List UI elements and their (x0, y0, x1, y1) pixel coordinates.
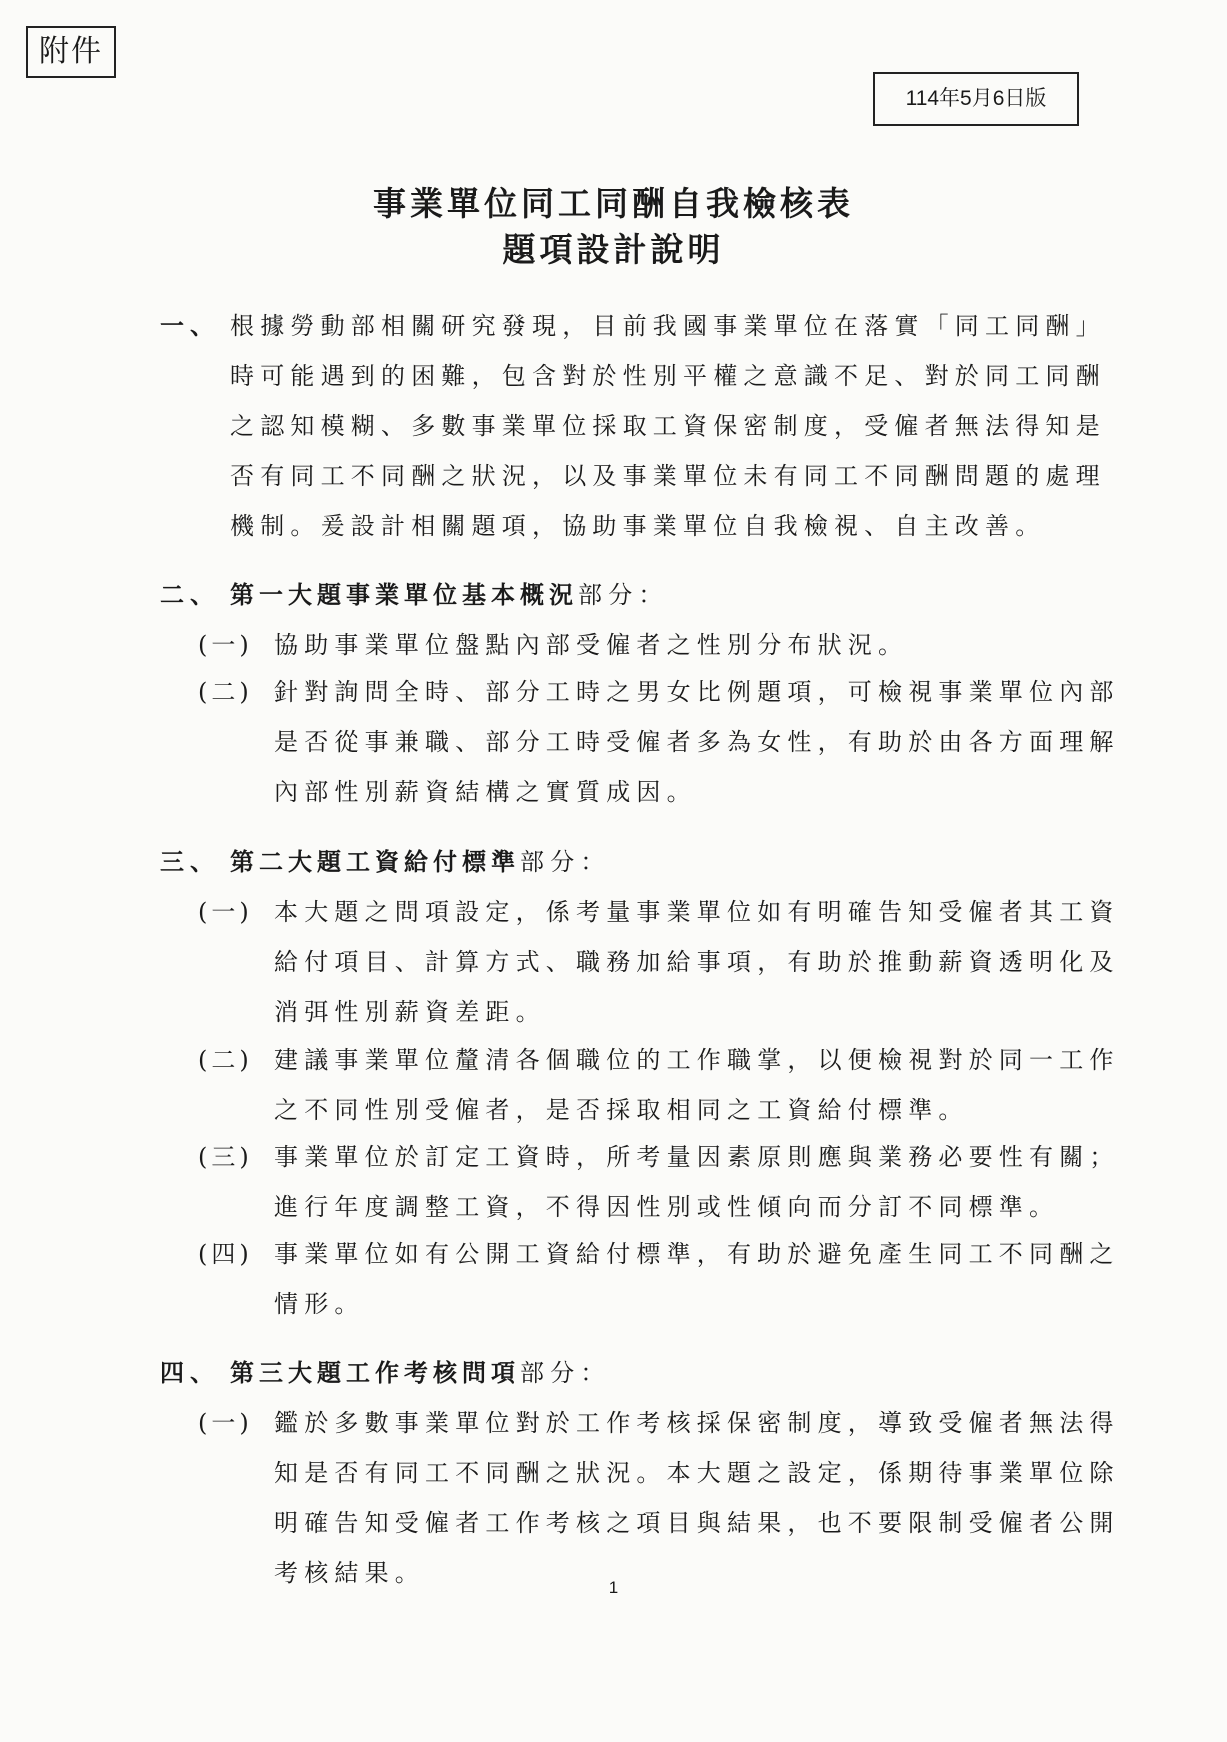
version-label: 114年5月6日版 (873, 72, 1079, 126)
section-2-heading-bold: 第一大題事業單位基本概況 (230, 580, 578, 609)
section-4-item-1-line: 鑑於多數事業單位對於工作考核採保密制度，導致受僱者無法得 (274, 1409, 1120, 1437)
section-3-item-3-line: 事業單位於訂定工資時，所考量因素原則應與業務必要性有關； (274, 1143, 1120, 1171)
section-4-item-1-line: 明確告知受僱者工作考核之項目與結果，也不要限制受僱者公開 (274, 1509, 1120, 1537)
section-3-item-4-line: 事業單位如有公開工資給付標準，有助於避免產生同工不同酬之 (274, 1240, 1120, 1268)
section-2-number: 二、 (160, 580, 220, 609)
section-3-heading (230, 842, 611, 877)
annex-label: 附件 (26, 26, 116, 78)
section-3-item-1-number: (一) (198, 898, 253, 926)
document-subtitle: 題項設計說明 (502, 230, 725, 269)
section-4-number: 四、 (160, 1358, 220, 1387)
document-title: 事業單位同工同酬自我檢核表 (373, 184, 854, 223)
section-1-line: 之認知模糊、多數事業單位採取工資保密制度，受僱者無法得知是 (230, 412, 1106, 440)
section-3-heading-rest: 部分： (520, 848, 611, 876)
section-2-item-1-number: (一) (198, 631, 253, 659)
section-2-heading (230, 575, 669, 610)
section-2-item-2-line: 針對詢問全時、部分工時之男女比例題項，可檢視事業單位內部 (274, 678, 1120, 706)
section-3-item-2-line: 建議事業單位釐清各個職位的工作職掌，以便檢視對於同一工作 (274, 1046, 1120, 1074)
section-1-line: 機制。爰設計相關題項，協助事業單位自我檢視、自主改善。 (230, 512, 1046, 540)
section-1-line: 否有同工不同酬之狀況，以及事業單位未有同工不同酬問題的處理 (230, 462, 1106, 490)
section-3-heading-bold: 第二大題工資給付標準 (230, 847, 520, 876)
section-4-item-1-line: 考核結果。 (274, 1559, 425, 1587)
section-3-item-3-number: (三) (198, 1143, 253, 1171)
section-4-heading (230, 1353, 611, 1388)
section-1-line: 根據勞動部相關研究發現，目前我國事業單位在落實「同工同酬」 (230, 312, 1106, 340)
section-3-item-1-line: 本大題之問項設定，係考量事業單位如有明確告知受僱者其工資 (274, 898, 1120, 926)
section-4-item-1-line: 知是否有同工不同酬之狀況。本大題之設定，係期待事業單位除 (274, 1459, 1120, 1487)
section-1-line: 時可能遇到的困難，包含對於性別平權之意識不足、對於同工同酬 (230, 362, 1106, 390)
section-3-item-2-line: 之不同性別受僱者，是否採取相同之工資給付標準。 (274, 1096, 969, 1124)
section-3-item-1-line: 消弭性別薪資差距。 (274, 998, 546, 1026)
section-1-number: 一、 (160, 311, 220, 340)
section-3-item-3-line: 進行年度調整工資，不得因性別或性傾向而分訂不同標準。 (274, 1193, 1060, 1221)
section-3-item-4-line: 情形。 (274, 1290, 365, 1318)
section-3-item-1-line: 給付項目、計算方式、職務加給事項，有助於推動薪資透明化及 (274, 948, 1120, 976)
section-3-number: 三、 (160, 847, 220, 876)
section-2-heading-rest: 部分： (578, 581, 669, 609)
page-number: 1 (608, 1578, 619, 1597)
section-4-heading-bold: 第三大題工作考核問項 (230, 1358, 520, 1387)
section-4-heading-rest: 部分： (520, 1359, 611, 1387)
section-4-item-1-number: (一) (198, 1409, 253, 1437)
section-2-item-1-line: 協助事業單位盤點內部受僱者之性別分布狀況。 (274, 631, 909, 659)
section-2-item-2-line: 內部性別薪資結構之實質成因。 (274, 778, 697, 806)
section-3-item-2-number: (二) (198, 1046, 253, 1074)
section-3-item-4-number: (四) (198, 1240, 253, 1268)
section-2-item-2-number: (二) (198, 678, 253, 706)
section-2-item-2-line: 是否從事兼職、部分工時受僱者多為女性，有助於由各方面理解 (274, 728, 1120, 756)
